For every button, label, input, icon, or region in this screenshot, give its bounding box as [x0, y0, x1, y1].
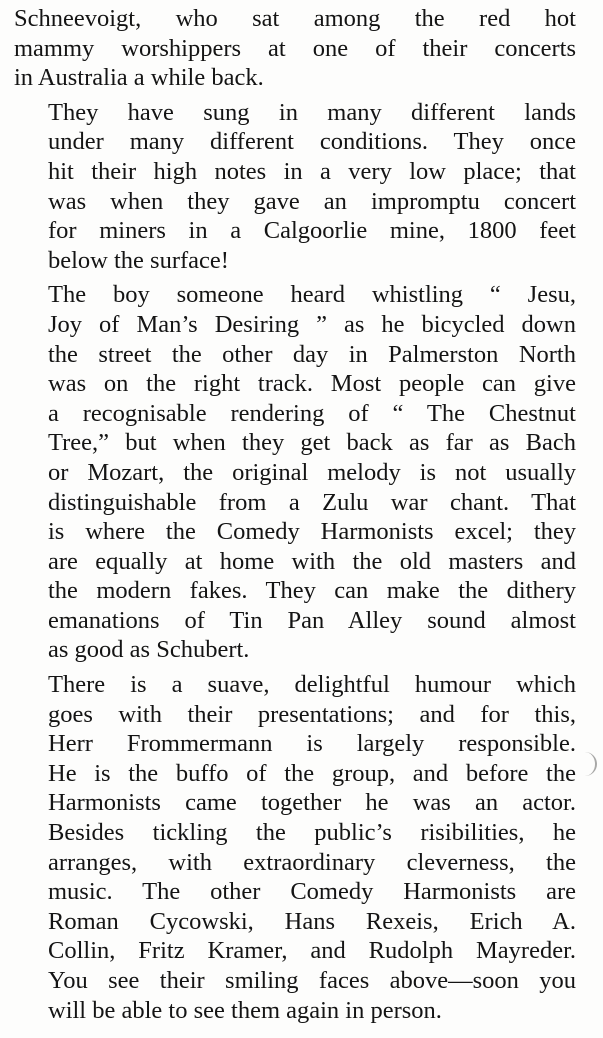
text-line: goes with their presentations; and for this,: [48, 700, 576, 728]
text-line: Tree,” but when they get back as far as Bach: [48, 429, 576, 457]
article-paragraph: [14, 670, 576, 1025]
text-line: They have sung in many different lands: [48, 98, 576, 126]
text-line: are equally at home with the old masters and: [48, 547, 576, 575]
text-line: as good as Schubert.: [48, 636, 250, 664]
text-line: Joy of Man’s Desiring ” as he bicycled down: [48, 310, 576, 338]
text-line: Schneevoigt, who sat among the red hot: [14, 5, 576, 32]
text-line: for miners in a Calgoorlie mine, 1800 feet: [48, 217, 576, 245]
text-line: There is a suave, delightful humour which: [48, 671, 576, 699]
text-line: will be able to see them again in person.: [48, 996, 442, 1024]
text-line: under many different conditions. They once: [48, 128, 576, 156]
text-line: He is the buffo of the group, and before the: [48, 759, 576, 787]
margin-mark: [585, 752, 597, 776]
text-line: was when they gave an impromptu concert: [48, 187, 576, 215]
text-line: or Mozart, the original melody is not usually: [48, 458, 576, 486]
text-line: emanations of Tin Pan Alley sound almost: [48, 606, 576, 634]
text-line: below the surface!: [48, 246, 229, 274]
article-paragraph: [14, 98, 576, 276]
article-column: [14, 4, 576, 1030]
article-paragraph: [14, 280, 576, 665]
text-line: Herr Frommermann is largely responsible.: [48, 730, 576, 758]
article-paragraph: [14, 4, 576, 93]
text-line: arranges, with extraordinary cleverness, the: [48, 848, 576, 876]
text-line: in Australia a while back.: [14, 64, 264, 92]
text-line: a recognisable rendering of “ The Chestnut: [48, 399, 576, 427]
text-line: You see their smiling faces above—soon you: [48, 967, 576, 994]
text-line: was on the right track. Most people can give: [48, 370, 576, 398]
text-line: distinguishable from a Zulu war chant. That: [48, 488, 576, 516]
text-line: hit their high notes in a very low place; that: [48, 157, 576, 185]
text-line: Roman Cycowski, Hans Rexeis, Erich A.: [48, 907, 576, 935]
text-line: Besides tickling the public’s risibilities, he: [48, 819, 576, 847]
text-line: The boy someone heard whistling “ Jesu,: [48, 281, 576, 309]
text-line: is where the Comedy Harmonists excel; they: [48, 518, 576, 546]
text-line: Collin, Fritz Kramer, and Rudolph Mayreder.: [48, 937, 576, 965]
text-line: mammy worshippers at one of their concerts: [14, 34, 576, 62]
text-line: the street the other day in Palmerston North: [48, 340, 576, 368]
text-line: Harmonists came together he was an actor.: [48, 789, 576, 817]
text-line: music. The other Comedy Harmonists are: [48, 878, 576, 906]
text-line: the modern fakes. They can make the dithery: [48, 577, 576, 605]
